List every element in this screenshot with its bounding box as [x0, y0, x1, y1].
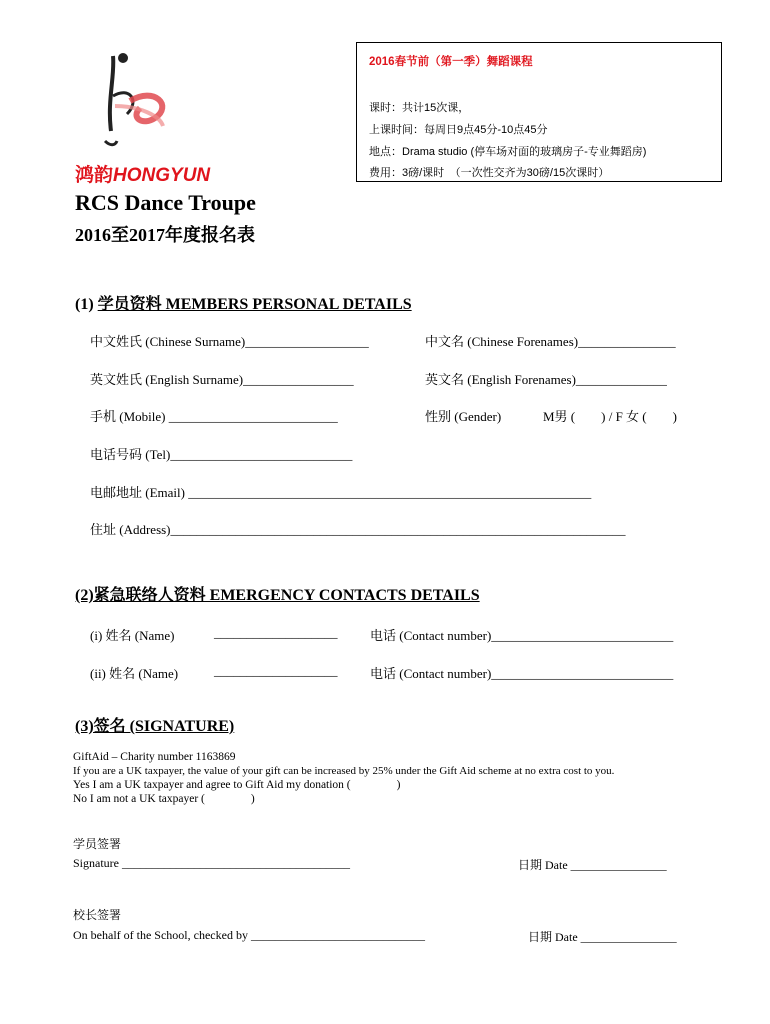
course-line: 上课时间：每周日9点45分-10点45分 — [369, 124, 548, 136]
brand-name: 鸿韵HONGYUN — [75, 165, 211, 186]
course-line: 费用：3磅/课时 （一次性交齐为30磅/15次课时） — [369, 167, 610, 179]
chinese-surname-field[interactable]: 中文姓氏 (Chinese Surname)___________________ — [90, 334, 369, 349]
section-3-heading: (3)签名 (SIGNATURE) — [75, 718, 235, 735]
gender-label: 性别 (Gender) — [425, 409, 502, 424]
address-field[interactable]: 住址 (Address)______________________________________________________________________ — [90, 522, 626, 537]
checked-by-field[interactable]: On behalf of the School, checked by _____________________________ — [73, 928, 425, 942]
gift-aid-line: If you are a UK taxpayer, the value of your gift can be increased by 25% under the Gift Aid scheme at no extra cost to you. — [73, 765, 615, 777]
course-line: 课时：共计15次课， — [369, 102, 470, 114]
gift-aid-no-option[interactable]: No I am not a UK taxpayer ( ) — [73, 793, 255, 805]
student-signature-label: 学员签署 — [73, 837, 122, 851]
gender-options[interactable]: M男 ( ) / F 女 ( ) — [543, 409, 677, 424]
principal-signature-label: 校长签署 — [73, 908, 122, 922]
mobile-field[interactable]: 手机 (Mobile) __________________________ — [90, 409, 338, 424]
contact-2-number-field[interactable]: 电话 (Contact number)____________________________ — [370, 666, 674, 681]
form-title: 2016至2017年度报名表 — [75, 225, 255, 245]
contact-1-name-field[interactable]: ___________________ — [214, 625, 338, 640]
english-surname-field[interactable]: 英文姓氏 (English Surname)_________________ — [90, 372, 354, 387]
troupe-title: RCS Dance Troupe — [75, 190, 256, 215]
section-1-heading: (1) 学员资料 MEMBERS PERSONAL DETAILS — [75, 296, 412, 313]
hongyun-logo — [85, 46, 175, 161]
gift-aid-line: GiftAid – Charity number 1163869 — [73, 751, 236, 763]
date-field-2[interactable]: 日期 Date ________________ — [528, 930, 677, 944]
course-heading: 2016春节前（第一季）舞蹈课程 — [369, 56, 533, 68]
course-info-box — [356, 42, 722, 182]
contact-2-name-field[interactable]: ___________________ — [214, 663, 338, 678]
contact-2-name-label: (ii) 姓名 (Name) — [90, 666, 179, 681]
gift-aid-yes-option[interactable]: Yes I am a UK taxpayer and agree to Gift Aid my donation ( ) — [73, 779, 401, 791]
course-line: 地点：Drama studio (停车场对面的玻璃房子-专业舞蹈房) — [369, 146, 647, 158]
tel-field[interactable]: 电话号码 (Tel)____________________________ — [90, 447, 353, 462]
signature-field[interactable]: Signature ______________________________________ — [73, 856, 350, 870]
gift-aid-text — [73, 750, 733, 806]
english-forename-field[interactable]: 英文名 (English Forenames)______________ — [425, 372, 667, 387]
chinese-forename-field[interactable]: 中文名 (Chinese Forenames)_______________ — [425, 334, 676, 349]
section-2-heading: (2)紧急联络人资料 EMERGENCY CONTACTS DETAILS — [75, 587, 480, 604]
email-field[interactable]: 电邮地址 (Email) ______________________________________________________________ — [90, 485, 592, 500]
contact-1-name-label: (i) 姓名 (Name) — [90, 628, 175, 643]
contact-1-number-field[interactable]: 电话 (Contact number)____________________________ — [370, 628, 674, 643]
date-field-1[interactable]: 日期 Date ________________ — [518, 858, 667, 872]
